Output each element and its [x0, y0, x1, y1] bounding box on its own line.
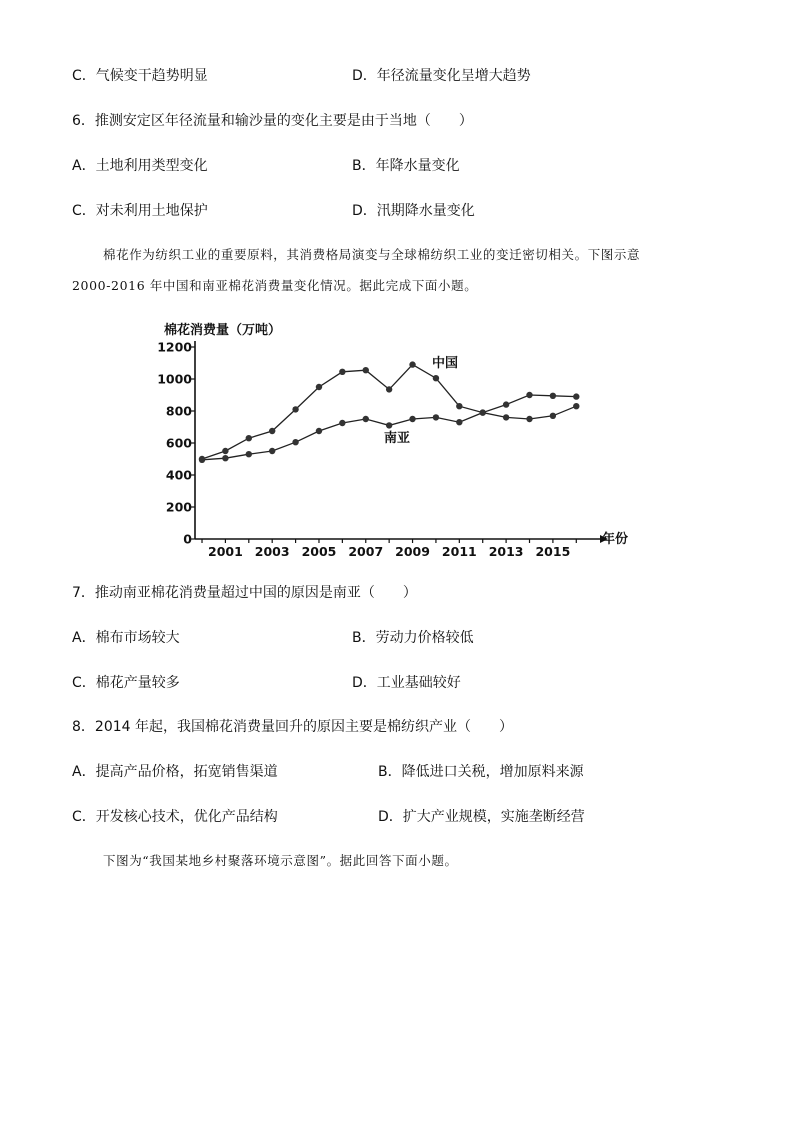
q6-option-a: A．土地利用类型变化 — [72, 158, 208, 174]
x-tick-label-1: 2003 — [254, 544, 290, 559]
q7-option-b: B．劳动力价格较低 — [352, 630, 474, 646]
y-ticks — [157, 340, 195, 547]
data-point-1-12 — [480, 409, 486, 415]
data-point-1-2 — [246, 451, 252, 457]
data-point-1-9 — [409, 416, 415, 422]
data-point-1-1 — [222, 455, 228, 461]
data-point-0-11 — [456, 403, 462, 409]
q8-option-a: A．提高产品价格，拓宽销售渠道 — [72, 764, 278, 780]
q5-option-d: D．年径流量变化呈增大趋势 — [352, 68, 531, 84]
data-point-1-16 — [573, 403, 579, 409]
series-label-south-asia: 南亚 — [384, 431, 411, 446]
q8-option-d: D．扩大产业规模，实施垄断经营 — [378, 809, 585, 825]
q7-option-a: A．棉布市场较大 — [72, 630, 180, 646]
series-points — [199, 361, 580, 463]
data-point-1-6 — [339, 420, 345, 426]
data-point-0-5 — [316, 384, 322, 390]
data-point-1-13 — [503, 414, 509, 420]
x-axis-label: 年份 — [602, 532, 629, 547]
y-tick-label-6: 1200 — [157, 339, 192, 355]
data-point-0-13 — [503, 401, 509, 407]
q8-option-b: B．降低进口关税，增加原料来源 — [378, 764, 584, 780]
x-tick-label-4: 2009 — [395, 544, 430, 559]
data-point-0-2 — [246, 435, 252, 441]
data-point-1-8 — [386, 422, 392, 428]
data-point-1-14 — [526, 416, 532, 422]
data-point-0-3 — [269, 428, 275, 434]
x-tick-label-0: 2001 — [208, 544, 243, 559]
intro-cotton-line2: 2000-2016 年中国和南亚棉花消费量变化情况。据此完成下面小题。 — [72, 278, 478, 293]
y-tick-label-3: 600 — [165, 435, 192, 451]
data-point-1-0 — [199, 457, 205, 463]
intro-village-line1: 下图为“我国某地乡村聚落环境示意图”。据此回答下面小题。 — [103, 853, 458, 868]
y-tick-label-0: 0 — [183, 531, 192, 547]
data-point-0-4 — [292, 406, 298, 412]
x-ticks — [202, 539, 576, 559]
data-point-0-15 — [550, 393, 556, 399]
q7-option-c: C．棉花产量较多 — [72, 675, 180, 691]
q8-option-c: C．开发核心技术，优化产品结构 — [72, 809, 278, 825]
data-point-1-11 — [456, 419, 462, 425]
x-tick-label-3: 2007 — [348, 544, 384, 559]
q6-option-b: B．年降水量变化 — [352, 158, 460, 174]
q7-option-d: D．工业基础较好 — [352, 675, 461, 691]
data-point-0-14 — [526, 392, 532, 398]
data-point-1-4 — [292, 439, 298, 445]
q7-stem: 7．推动南亚棉花消费量超过中国的原因是南亚（ ） — [72, 585, 417, 601]
x-tick-label-7: 2015 — [535, 544, 571, 559]
q5-option-c: C．气候变干趋势明显 — [72, 68, 208, 84]
q6-option-c: C．对未利用土地保护 — [72, 203, 208, 219]
y-tick-label-1: 200 — [165, 499, 192, 515]
data-point-1-15 — [550, 413, 556, 419]
y-axis-label: 棉花消费量（万吨） — [164, 323, 282, 338]
q8-stem: 8．2014 年起，我国棉花消费量回升的原因主要是棉纺织产业（ ） — [72, 719, 513, 735]
q6-stem: 6．推测安定区年径流量和输沙量的变化主要是由于当地（ ） — [72, 113, 473, 129]
data-point-0-8 — [386, 386, 392, 392]
data-point-0-1 — [222, 448, 228, 454]
data-point-0-10 — [433, 375, 439, 381]
series-label-china: 中国 — [432, 356, 459, 371]
data-point-0-6 — [339, 369, 345, 375]
x-tick-label-6: 2013 — [488, 544, 524, 559]
y-tick-label-2: 400 — [165, 467, 192, 483]
data-point-0-9 — [409, 361, 415, 367]
data-point-1-5 — [316, 428, 322, 434]
cotton-consumption-chart — [150, 318, 650, 563]
y-tick-label-4: 800 — [165, 403, 192, 419]
data-point-1-10 — [433, 414, 439, 420]
data-point-0-16 — [573, 393, 579, 399]
x-tick-label-2: 2005 — [301, 544, 337, 559]
data-point-1-7 — [363, 416, 369, 422]
y-tick-label-5: 1000 — [157, 371, 192, 387]
intro-cotton-line1: 棉花作为纺织工业的重要原料，其消费格局演变与全球棉纺织工业的变迁密切相关。下图示意 — [103, 247, 641, 262]
data-point-0-7 — [363, 367, 369, 373]
q6-option-d: D．汛期降水量变化 — [352, 203, 475, 219]
x-tick-label-5: 2011 — [441, 544, 477, 559]
data-point-1-3 — [269, 448, 275, 454]
